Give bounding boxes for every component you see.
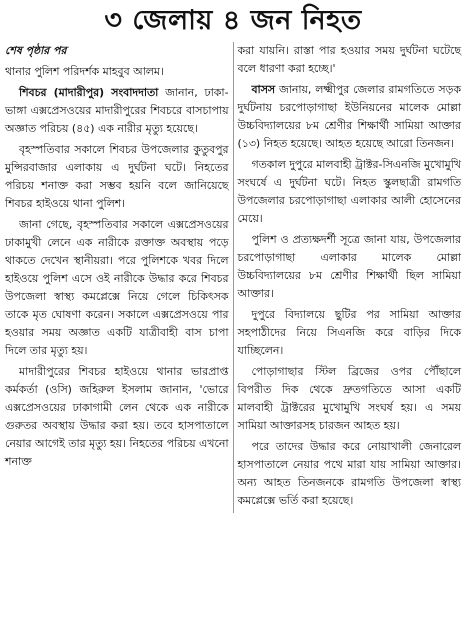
headline: ৩ জেলায় ৪ জন নিহত xyxy=(104,5,362,36)
column-divider xyxy=(233,42,234,513)
article-columns xyxy=(5,42,461,513)
left-column xyxy=(5,42,229,513)
left-para-1: থানার পুলিশ পরিদর্শক মাহবুব আলম। xyxy=(5,65,164,78)
left-para-5: মাদারীপুরের শিবচর হাইওয়ে থানার ভারপ্রাপ্ত কর্মকর্তা (ওসি) জহিরুল ইসলাম জানান, 'ভোরে এক্সপ্রেসওয়ের ঢাকাগামী লেন থেকে এক নারীকে গুরুতর অবস্থায় উদ্ধার করা হয়। তবে হাসপাতালে নেয়ার আগেই তার মৃত্যু হয়। নিহতের পরিচয় এখনো শনাক্ত xyxy=(5,365,229,468)
byline-shibchar: শিবচর (মাদারীপুর) সংবাদদাতা xyxy=(19,86,159,99)
right-para-1: করা যায়নি। রাস্তা পার হওয়ার সময় দুর্ঘটনা ঘটেছে বলে ধারণা করা হচ্ছে।' xyxy=(237,44,461,75)
right-column xyxy=(238,42,462,513)
left-para-2 xyxy=(5,84,229,138)
right-para-6: পোড়াগাছার স্টিল ব্রিজের ওপর পৌঁছালে বিপরীত দিক থেকে দ্রুতগতিতে আসা একটি মালবাহী ট্রাক্টরের মুখোমুখি সংঘর্ষ হয়। এ সময় সামিয়া আক্তারসহ চারজন আহত হয়। xyxy=(237,365,461,432)
left-para-2-text: জানান, ঢাকা-ভাঙ্গা এক্সপ্রেসওয়ের মাদারীপুরের শিবচরে বাসচাপায় অজ্ঞাত পরিচয় (৪৫) এক নারীর মৃত্যু হয়েছে। xyxy=(5,86,229,135)
left-para-3: বৃহস্পতিবার সকালে শিবচর উপজেলার কুতুবপুর মুন্সিরবাজার এলাকায় এ দুর্ঘটনা ঘটে। নিহতের পরিচয় শনাক্ত করা সম্ভব হয়নি বলে জানিয়েছে শিবচর হাইওয়ে থানা পুলিশ। xyxy=(5,143,229,210)
right-para-7: পরে তাদের উদ্ধার করে নোয়াখালী জেনারেল হাসপাতালে নেয়ার পথে মারা যায় সামিয়া আক্তার। অন্য আহত তিনজনকে রামগতি উপজেলা স্বাস্থ্য কমপ্লেক্সে ভর্তি করা হয়েছে। xyxy=(237,440,461,507)
continuation-label: শেষ পৃষ্ঠার পর xyxy=(5,44,67,57)
left-para-4: জানা গেছে, বৃহস্পতিবার সকালে এক্সপ্রেসওয়ের ঢাকামুখী লেনে এক নারীকে রক্তাক্ত অবস্থায় পড়ে থাকতে দেখেন স্থানীয়রা। পরে পুলিশকে খবর দিলে হাইওয়ে পুলিশ এসে ওই নারীকে উদ্ধার করে শিবচর উপজেলা স্বাস্থ্য কমপ্লেক্সে নিয়ে গেলে চিকিৎসক তাকে মৃত ঘোষণা করেন। সকালে এক্সপ্রেসওয়ে পার হওয়ার সময় অজ্ঞাত একটি যাত্রীবাহী বাস চাপা দিলে তার মৃত্যু হয়। xyxy=(5,218,229,357)
right-para-2 xyxy=(238,81,462,153)
right-para-3: গতকাল দুপুরে মালবাহী ট্রাক্টর-সিএনজি মুখোমুখি সংঘর্ষে এ দুর্ঘটনা ঘটে। নিহত স্কুলছাত্রী রামগতি উপজেলার চরপোড়াগাছা এলাকার আলী হোসেনের মেয়ে। xyxy=(237,158,461,225)
right-para-2-text: জানায়, লক্ষ্মীপুর জেলার রামগতিতে সড়ক দুর্ঘটনায় চরপোড়াগাছা ইউনিয়নের মালেক মোল্লা উচ্চবিদ্যালয়ের ৮ম শ্রেণীর শিক্ষার্থী সামিয়া আক্তার (১৩) নিহত হয়েছে। আহত হয়েছে আরো তিনজন। xyxy=(237,83,461,150)
right-para-4: পুলিশ ও প্রত্যক্ষদর্শী সূত্রে জানা যায়, উপজেলার চরপোড়াগাছা এলাকার মালেক মোল্লা উচ্চবিদ্যালয়ের ৮ম শ্রেণীর শিক্ষার্থী ছিল সামিয়া আক্তার। xyxy=(237,233,461,300)
byline-bss: বাসস xyxy=(251,83,276,96)
right-para-5: দুপুরে বিদ্যালয়ে ছুটির পর সামিয়া আক্তার সহপাঠীদের নিয়ে সিএনজি করে বাড়ির দিকে যাচ্ছিলেন। xyxy=(237,308,461,357)
